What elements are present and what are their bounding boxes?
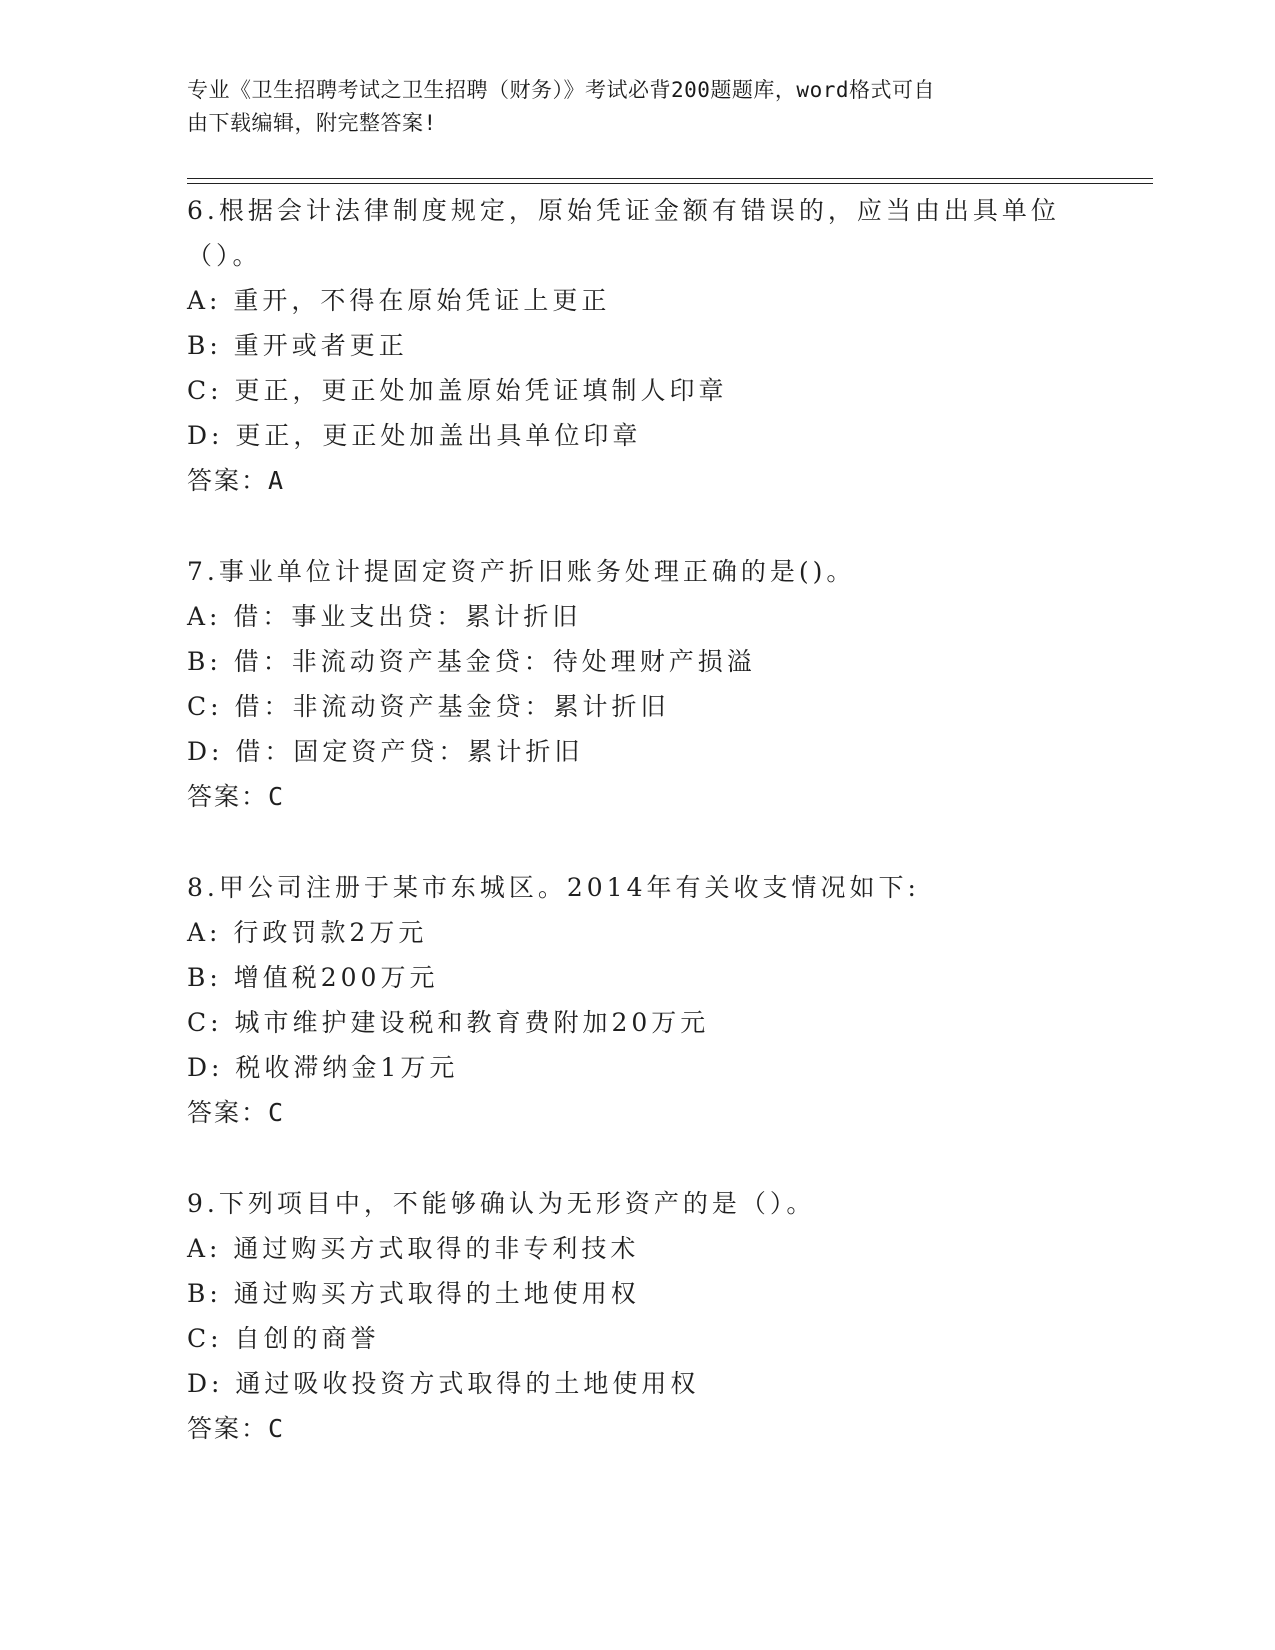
question-7 [187, 549, 1087, 819]
answer-line [187, 1090, 1087, 1135]
answer-label: 答案： [187, 466, 269, 495]
answer-label: 答案： [187, 1414, 269, 1443]
question-8 [187, 865, 1087, 1135]
question-stem-continued: （）。 [187, 241, 262, 270]
option-a: A: 行政罚款2万元 [187, 918, 428, 947]
option-b: B: 通过购买方式取得的土地使用权 [187, 1279, 640, 1308]
header-line-2: 由下载编辑，附完整答案! [187, 111, 437, 135]
document-header [187, 74, 1067, 140]
option-b: B: 增值税200万元 [187, 963, 439, 992]
question-9 [187, 1181, 1087, 1451]
answer-line [187, 1406, 1087, 1451]
answer-label: 答案： [187, 782, 269, 811]
question-stem: 8.甲公司注册于某市东城区。2014年有关收支情况如下: [187, 873, 920, 902]
option-d: D: 通过吸收投资方式取得的土地使用权 [187, 1369, 700, 1398]
option-a: A: 重开，不得在原始凭证上更正 [187, 286, 611, 315]
answer-value: C [268, 1098, 286, 1127]
option-b: B: 借：非流动资产基金贷：待处理财产损溢 [187, 647, 756, 676]
question-stem: 7.事业单位计提固定资产折旧账务处理正确的是()。 [187, 557, 856, 586]
option-c: C: 借：非流动资产基金贷：累计折旧 [187, 692, 670, 721]
option-d: D: 借：固定资产贷：累计折旧 [187, 737, 584, 766]
answer-label: 答案： [187, 1098, 269, 1127]
question-stem: 9.下列项目中，不能够确认为无形资产的是（）。 [187, 1189, 816, 1218]
option-b: B: 重开或者更正 [187, 331, 408, 360]
answer-line [187, 774, 1087, 819]
option-d: D: 更正，更正处加盖出具单位印章 [187, 421, 642, 450]
question-list [187, 188, 1087, 1451]
header-line-1: 专业《卫生招聘考试之卫生招聘（财务）》考试必背200题题库，word格式可自 [187, 78, 935, 102]
answer-value: A [268, 466, 286, 495]
answer-value: C [268, 1414, 286, 1443]
question-6 [187, 188, 1087, 503]
option-c: C: 更正，更正处加盖原始凭证填制人印章 [187, 376, 728, 405]
header-divider-top [187, 178, 1153, 179]
answer-value: C [268, 782, 286, 811]
answer-line [187, 458, 1087, 503]
option-d: D: 税收滞纳金1万元 [187, 1053, 459, 1082]
header-divider-bottom [187, 183, 1153, 184]
option-c: C: 自创的商誉 [187, 1324, 380, 1353]
option-c: C: 城市维护建设税和教育费附加20万元 [187, 1008, 710, 1037]
option-a: A: 通过购买方式取得的非专利技术 [187, 1234, 640, 1263]
option-a: A: 借：事业支出贷：累计折旧 [187, 602, 582, 631]
question-stem: 6.根据会计法律制度规定，原始凭证金额有错误的，应当由出具单位 [187, 196, 1060, 225]
